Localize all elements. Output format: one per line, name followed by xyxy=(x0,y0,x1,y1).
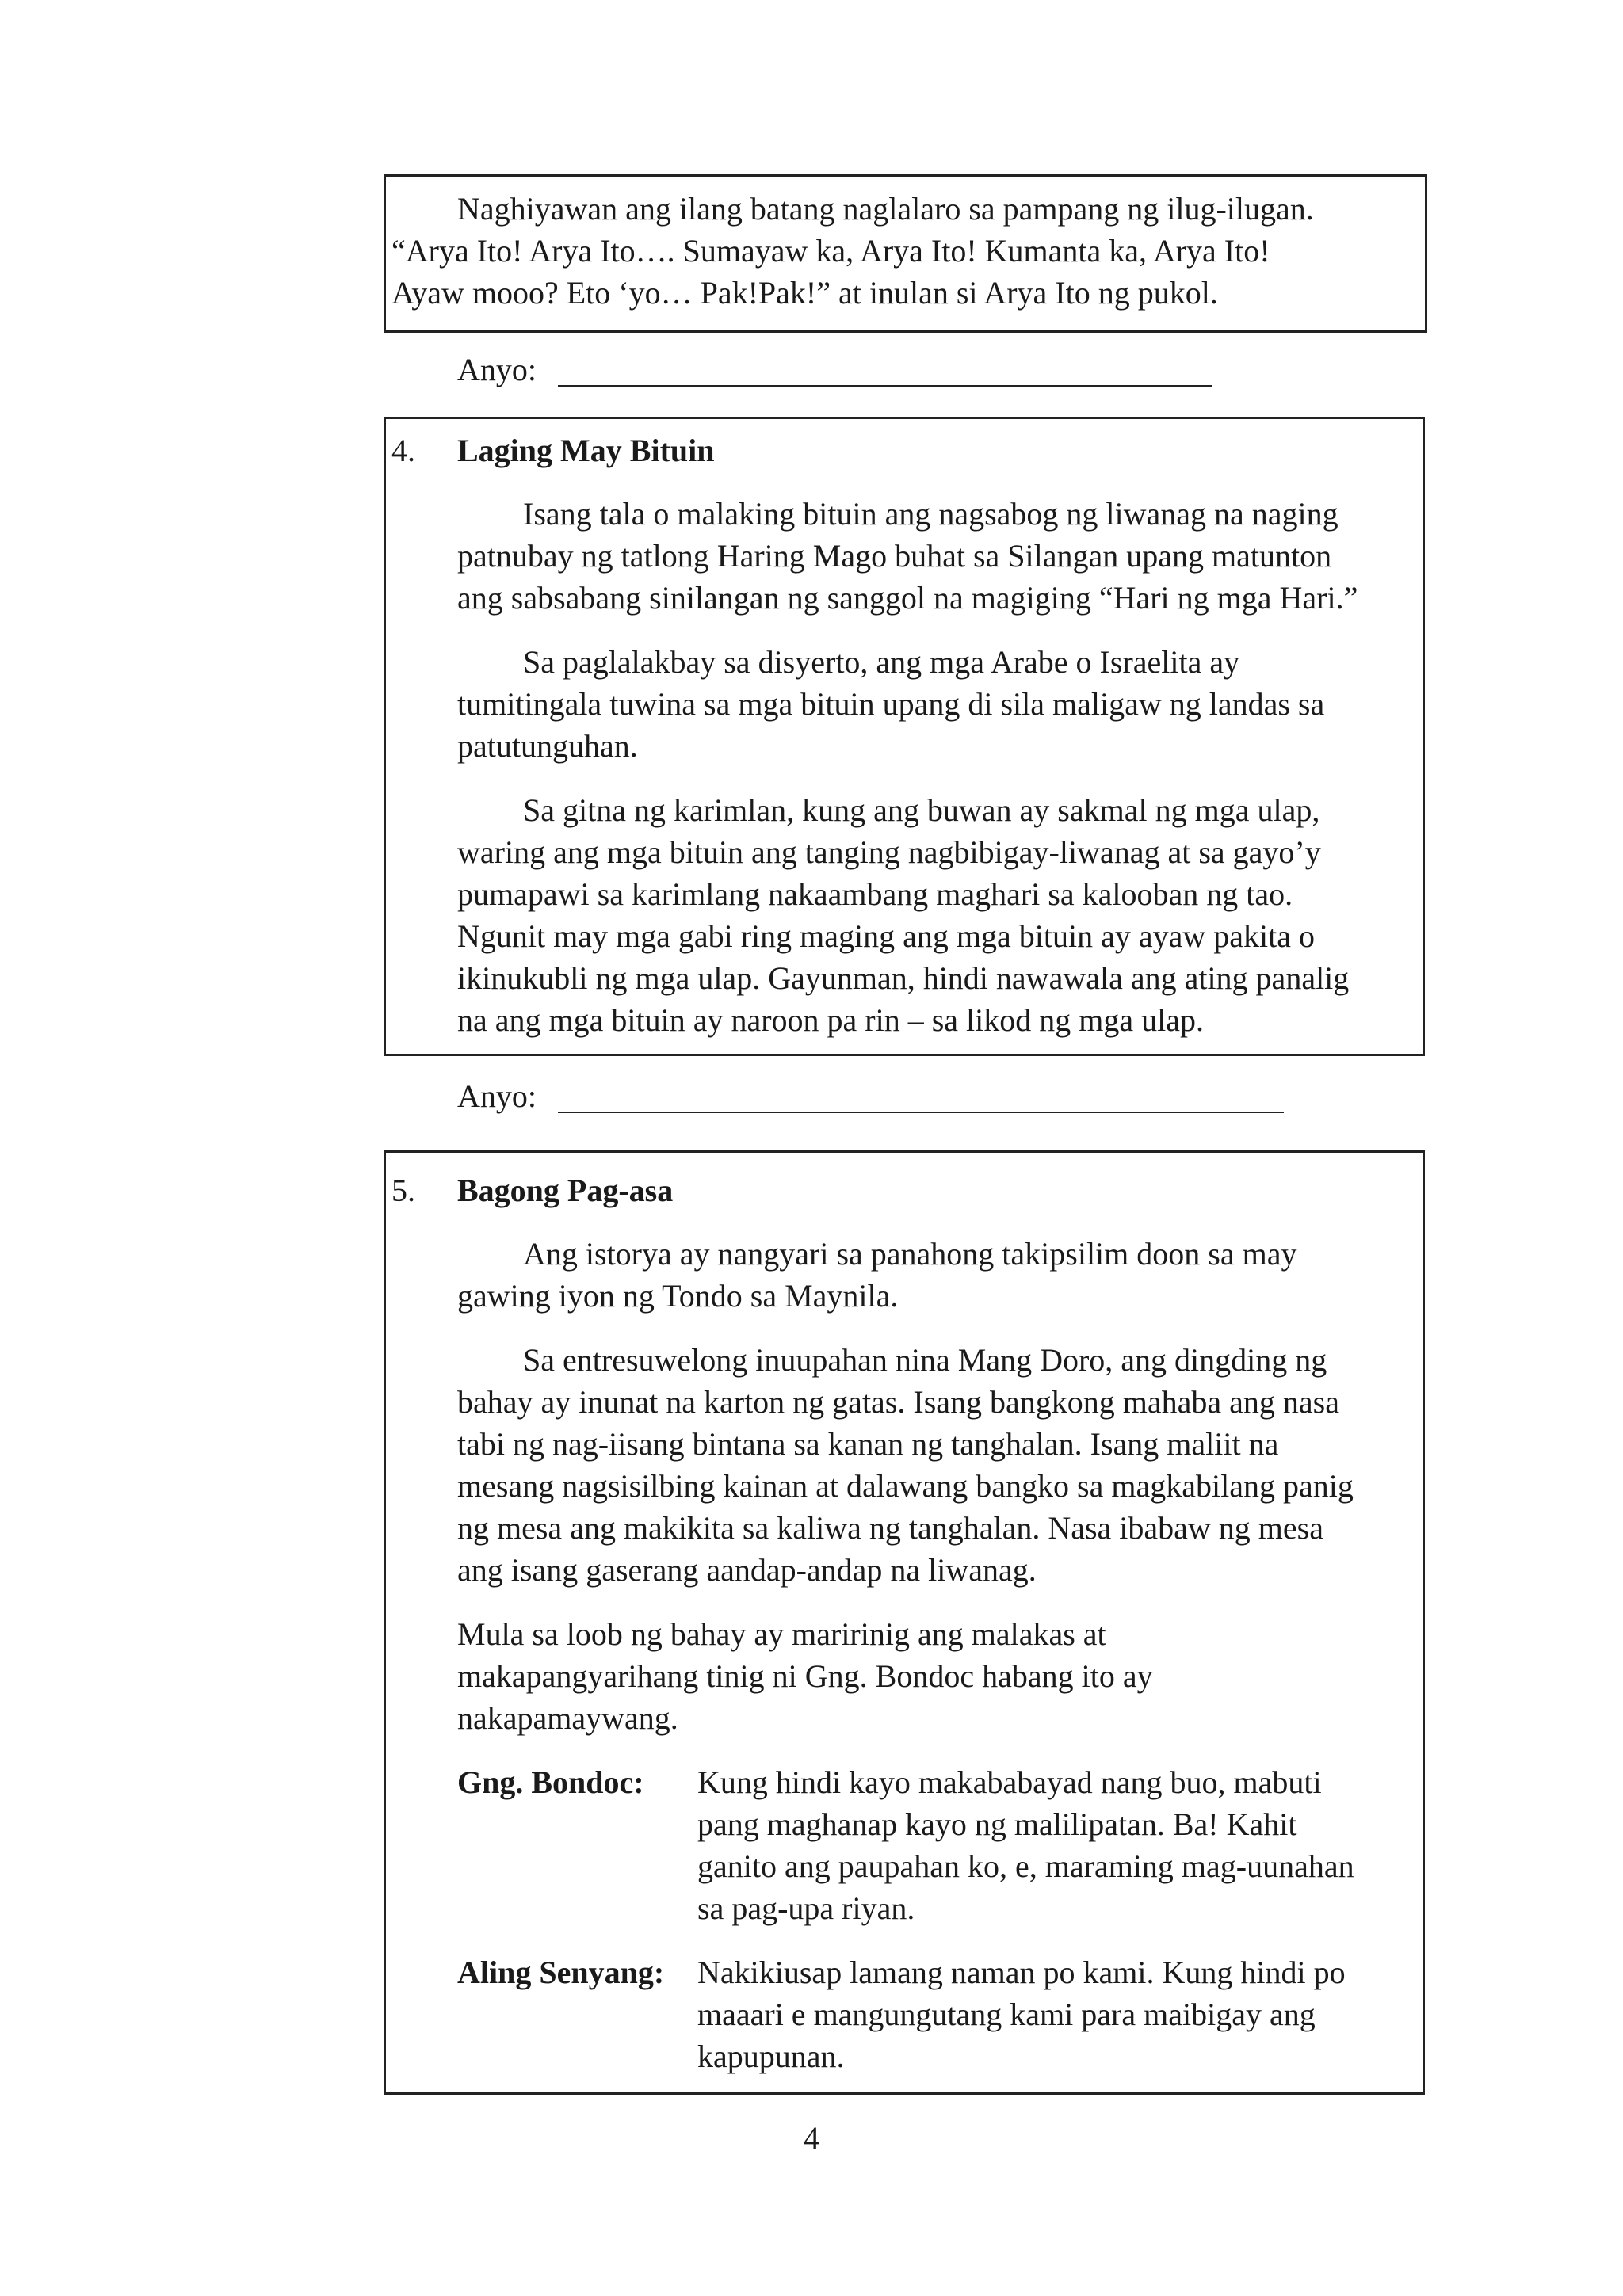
passage-4-p3-line-1: Sa gitna ng karimlan, kung ang buwan ay sakmal ng mga ulap, xyxy=(523,792,1320,828)
passage-4-p3-line-2: waring ang mga bituin ang tanging nagbibigay-liwanag at sa gayo’y xyxy=(457,834,1321,870)
passage-5-p3-line-3: nakapamaywang. xyxy=(457,1700,678,1736)
passage-5-p2-line-2: bahay ay inunat na karton ng gatas. Isang bangkong mahaba ang nasa xyxy=(457,1384,1339,1420)
passage-5-p2-line-4: mesang nagsisilbing kainan at dalawang bangko sa magkabilang panig xyxy=(457,1468,1354,1504)
passage-4-title: Laging May Bituin xyxy=(457,433,715,468)
passage-3-anyo-answer-line[interactable] xyxy=(558,385,1212,387)
passage-3-line-3: Ayaw mooo? Eto ‘yo… Pak!Pak!” at inulan si Arya Ito ng pukol. xyxy=(391,275,1218,311)
passage-4-anyo-label: Anyo: xyxy=(457,1078,537,1114)
passage-4-p3-line-6: na ang mga bituin ay naroon pa rin – sa likod ng mga ulap. xyxy=(457,1002,1205,1038)
passage-4-p2-line-3: patutunguhan. xyxy=(457,728,638,764)
dialogue-aling-senyang-line-2: maaari e mangungutang kami para maibigay ang xyxy=(697,1997,1316,2032)
passage-4-p1-line-1: Isang tala o malaking bituin ang nagsabog ng liwanag na naging xyxy=(523,496,1338,532)
passage-5-p2-line-6: ang isang gaserang aandap-andap na liwanag. xyxy=(457,1552,1037,1588)
passage-4-p2-line-2: tumitingala tuwina sa mga bituin upang di sila maligaw ng landas sa xyxy=(457,686,1325,722)
passage-4-p2-line-1: Sa paglalakbay sa disyerto, ang mga Arabe o Israelita ay xyxy=(523,644,1240,680)
passage-3-anyo-label: Anyo: xyxy=(457,352,537,387)
dialogue-gng-bondoc-line-1: Kung hindi kayo makababayad nang buo, mabuti xyxy=(697,1764,1322,1800)
passage-5-title: Bagong Pag-asa xyxy=(457,1173,674,1208)
passage-5-p3-line-2: makapangyarihang tinig ni Gng. Bondoc habang ito ay xyxy=(457,1658,1153,1694)
dialogue-gng-bondoc-line-3: ganito ang paupahan ko, e, maraming mag-uunahan xyxy=(697,1848,1354,1884)
passage-5-p2-line-1: Sa entresuwelong inuupahan nina Mang Doro, ang dingding ng xyxy=(523,1342,1327,1378)
passage-4-p1-line-3: ang sabsabang sinilangan ng sanggol na magiging “Hari ng mga Hari.” xyxy=(457,580,1358,616)
dialogue-aling-senyang-line-1: Nakikiusap lamang naman po kami. Kung hindi po xyxy=(697,1955,1346,1990)
passage-4-p3-line-3: pumapawi sa karimlang nakaambang maghari sa kalooban ng tao. xyxy=(457,876,1293,912)
passage-5-p3-line-1: Mula sa loob ng bahay ay maririnig ang malakas at xyxy=(457,1616,1106,1652)
passage-4-number: 4. xyxy=(391,433,415,468)
passage-4-p1-line-2: patnubay ng tatlong Haring Mago buhat sa Silangan upang matunton xyxy=(457,538,1332,574)
dialogue-speaker-gng-bondoc: Gng. Bondoc: xyxy=(457,1764,644,1800)
dialogue-aling-senyang-line-3: kapupunan. xyxy=(697,2039,845,2074)
passage-4-p3-line-4: Ngunit may mga gabi ring maging ang mga bituin ay ayaw pakita o xyxy=(457,918,1315,954)
passage-3-line-1: Naghiyawan ang ilang batang naglalaro sa pampang ng ilug-ilugan. xyxy=(457,191,1314,227)
passage-5-p2-line-3: tabi ng nag-iisang bintana sa kanan ng tanghalan. Isang maliit na xyxy=(457,1426,1279,1462)
dialogue-gng-bondoc-line-2: pang maghanap kayo ng malilipatan. Ba! Kahit xyxy=(697,1806,1297,1842)
passage-5-p1-line-1: Ang istorya ay nangyari sa panahong takipsilim doon sa may xyxy=(523,1236,1297,1272)
dialogue-gng-bondoc-line-4: sa pag-upa riyan. xyxy=(697,1890,915,1926)
passage-3-line-2: “Arya Ito! Arya Ito…. Sumayaw ka, Arya Ito! Kumanta ka, Arya Ito! xyxy=(391,233,1270,269)
dialogue-speaker-aling-senyang: Aling Senyang: xyxy=(457,1955,665,1990)
page-number: 4 xyxy=(804,2120,819,2156)
passage-5-p1-line-2: gawing iyon ng Tondo sa Maynila. xyxy=(457,1278,899,1314)
passage-5-p2-line-5: ng mesa ang makikita sa kaliwa ng tanghalan. Nasa ibabaw ng mesa xyxy=(457,1510,1323,1546)
passage-4-anyo-answer-line[interactable] xyxy=(558,1112,1284,1113)
passage-4-p3-line-5: ikinukubli ng mga ulap. Gayunman, hindi nawawala ang ating panalig xyxy=(457,960,1350,996)
passage-5-number: 5. xyxy=(391,1173,415,1208)
